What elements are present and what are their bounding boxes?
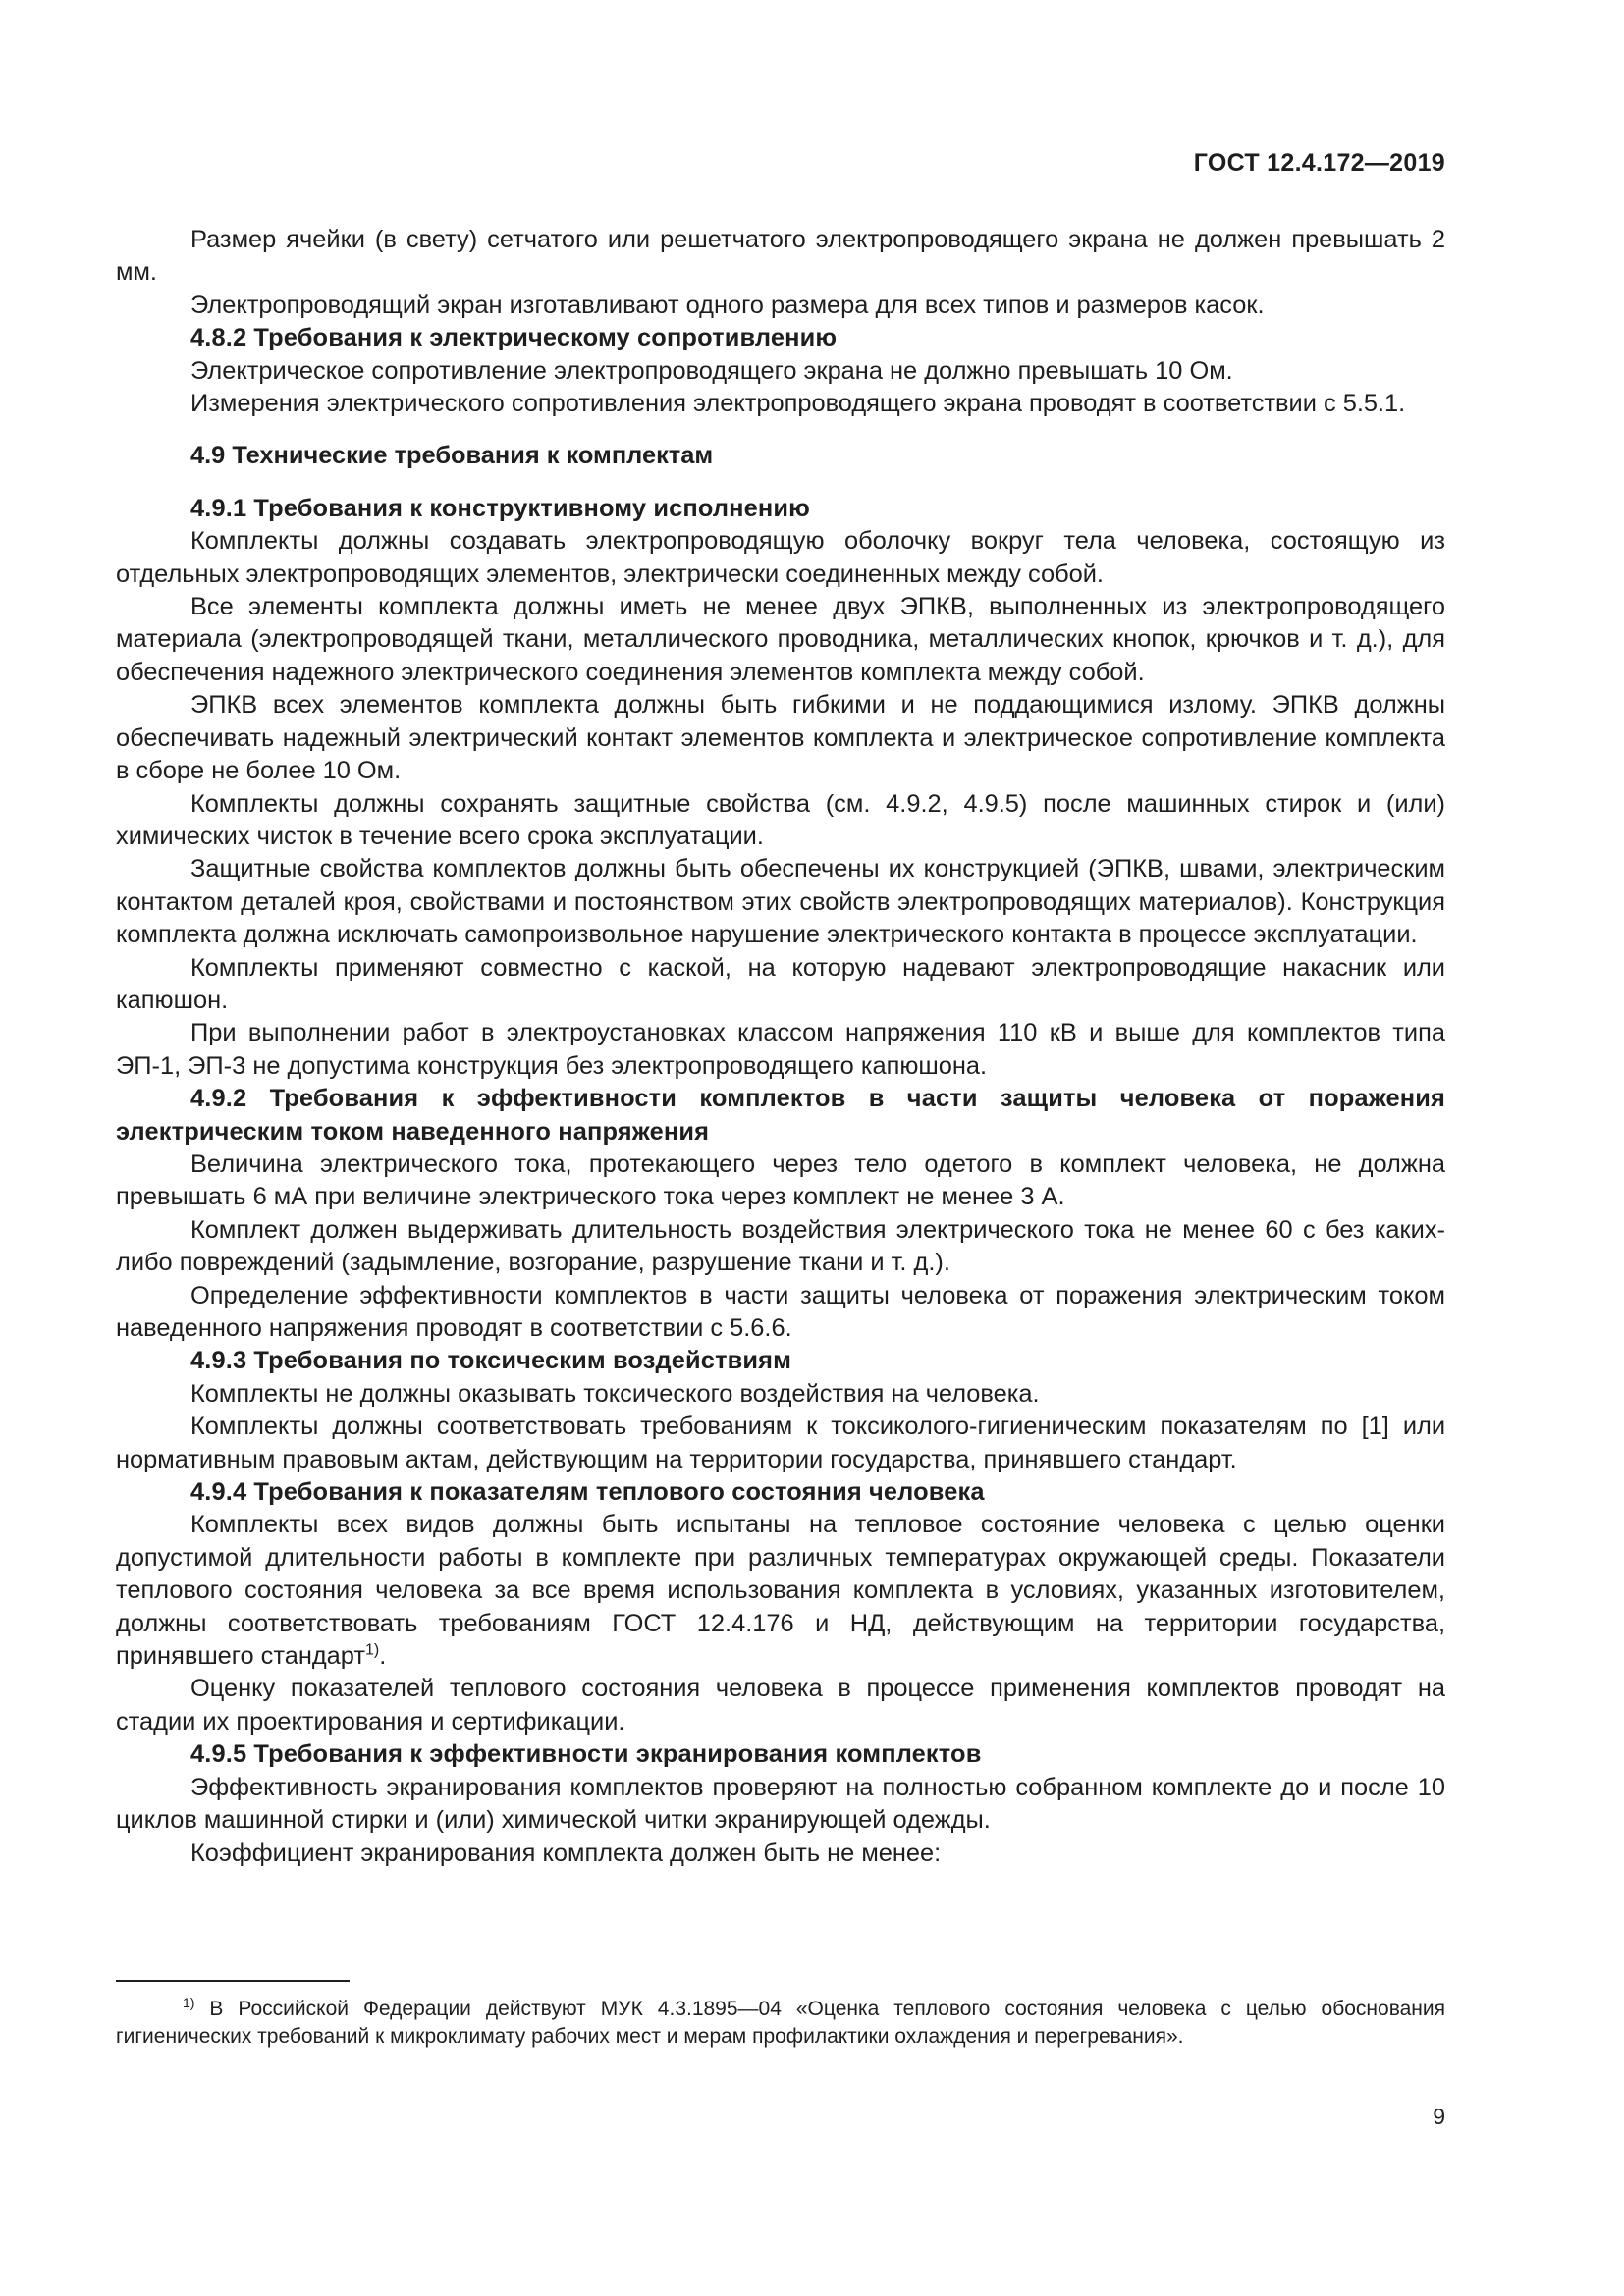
paragraph: Коэффициент экранирования комплекта должен быть не менее:: [190, 1839, 942, 1867]
subsection-heading-4-9-5: 4.9.5 Требования к эффективности экранирования комплектов: [190, 1740, 982, 1769]
paragraph: Электропроводящий экран изготавливают одного размера для всех типов и размеров касок.: [190, 291, 1265, 319]
paragraph: Комплекты должны соответствовать требованиям к токсиколого-гигиеническим показателям по [1] или нормативным правовым актам, действующим на территории государства, принявшего стандарт.: [116, 1413, 1445, 1473]
paragraph-end: .: [379, 1642, 387, 1671]
paragraph: [116, 1509, 1445, 1673]
paragraph: Комплекты должны сохранять защитные свойства (см. 4.9.2, 4.9.5) после машинных стирок и (или) химических чисток в течение всего срока эксплуатации.: [116, 789, 1445, 850]
page-header-doc-id: ГОСТ 12.4.172—2019: [1193, 149, 1445, 177]
paragraph: Комплекты должны создавать электропроводящую оболочку вокруг тела человека, состоящую из отдельных электропроводящих элементов, электрически соединенных между собой.: [116, 527, 1445, 588]
paragraph: Защитные свойства комплектов должны быть обеспечены их конструкцией (ЭПКВ, швами, электрическим контактом деталей кроя, свойствами и постоянством этих свойств электропроводящих материалов). Конструкция комплекта должна исключать самопроизвольное нарушение электрического контакта в процессе эксплуатации.: [116, 855, 1445, 949]
subsection-heading-4-9-4: 4.9.4 Требования к показателям теплового состояния человека: [190, 1478, 985, 1507]
section-heading-4-9: 4.9 Технические требования к комплектам: [190, 442, 714, 470]
paragraph: Эффективность экранирования комплектов проверяют на полностью собранном комплекте до и после 10 циклов машинной стирки и (или) химической читки экранирующей одежды.: [116, 1773, 1445, 1835]
paragraph: Комплекты не должны оказывать токсического воздействия на человека.: [190, 1379, 1040, 1408]
footnote: [116, 1996, 1445, 2051]
footnote-text: [116, 1996, 1445, 2051]
subsection-heading-4-9-2: 4.9.2 Требования к эффективности комплектов в части защиты человека от поражения электрическим током наведенного напряжения: [116, 1085, 1445, 1146]
page-number: 9: [1433, 2104, 1445, 2129]
subsection-heading-4-9-1: 4.9.1 Требования к конструктивному исполнению: [190, 494, 811, 522]
footnote-reference[interactable]: 1): [365, 1641, 380, 1659]
footnote-marker: 1): [183, 1995, 195, 2010]
paragraph-text: Комплекты всех видов должны быть испытаны на тепловое состояние человека с целью оценки допустимой длительности работы в комплекте при различных температурах окружающей среды. Показатели теплового состояния человека за все время использования комплекта в условиях, указанных изготовителем, должны соответствовать требованиям ГОСТ 12.4.176 и НД, действующим на территории государства, принявшего стандарт: [116, 1511, 1445, 1671]
paragraph: Оценку показателей теплового состояния человека в процессе применения комплектов проводят на стадии их проектирования и сертификации.: [116, 1675, 1445, 1735]
document-body: [116, 224, 1445, 1870]
footnote-divider: [116, 1980, 350, 1982]
paragraph: ЭПКВ всех элементов комплекта должны быть гибкими и не поддающимися излому. ЭПКВ должны обеспечивать надежный электрический контакт элементов комплекта и электрическое сопротивление комплекта в сборе не более 10 Ом.: [116, 691, 1445, 785]
paragraph: Размер ячейки (в свету) сетчатого или решетчатого электропроводящего экрана не должен превышать 2 мм.: [116, 226, 1445, 287]
paragraph: Комплекты применяют совместно с каской, на которую надевают электропроводящие накасник или капюшон.: [116, 953, 1445, 1014]
paragraph: Величина электрического тока, протекающего через тело одетого в комплект человека, не должна превышать 6 мА при величине электрического тока через комплект не менее 3 А.: [116, 1149, 1445, 1211]
paragraph: Измерения электрического сопротивления электропроводящего экрана проводят в соответствии с 5.5.1.: [190, 390, 1406, 418]
paragraph: Электрическое сопротивление электропроводящего экрана не должно превышать 10 Ом.: [190, 356, 1233, 385]
subsection-heading-4-9-3: 4.9.3 Требования по токсическим воздействиям: [190, 1347, 792, 1375]
subsection-heading-4-8-2: 4.8.2 Требования к электрическому сопротивлению: [190, 324, 838, 352]
paragraph: Определение эффективности комплектов в части защиты человека от поражения электрическим током наведенного напряжения проводят в соответствии с 5.6.6.: [116, 1281, 1445, 1342]
paragraph: Комплект должен выдерживать длительность воздействия электрического тока не менее 60 с без каких-либо повреждений (задымление, возгорание, разрушение ткани и т. д.).: [116, 1215, 1445, 1277]
footnote-body: В Российской Федерации действуют МУК 4.3.1895—04 «Оценка теплового состояния человека с целью обоснования гигиенических требований к микроклимату рабочих мест и мерам профилактики охлаждения и перегревания».: [116, 1998, 1445, 2048]
paragraph: При выполнении работ в электроустановках классом напряжения 110 кВ и выше для комплектов типа ЭП-1, ЭП-3 не допустима конструкция без электропроводящего капюшона.: [116, 1019, 1445, 1080]
paragraph: Все элементы комплекта должны иметь не менее двух ЭПКВ, выполненных из электропроводящего материала (электропроводящей ткани, металлического проводника, металлических кнопок, крючков и т. д.), для обеспечения надежного электрического соединения элементов комплекта между собой.: [116, 593, 1445, 686]
